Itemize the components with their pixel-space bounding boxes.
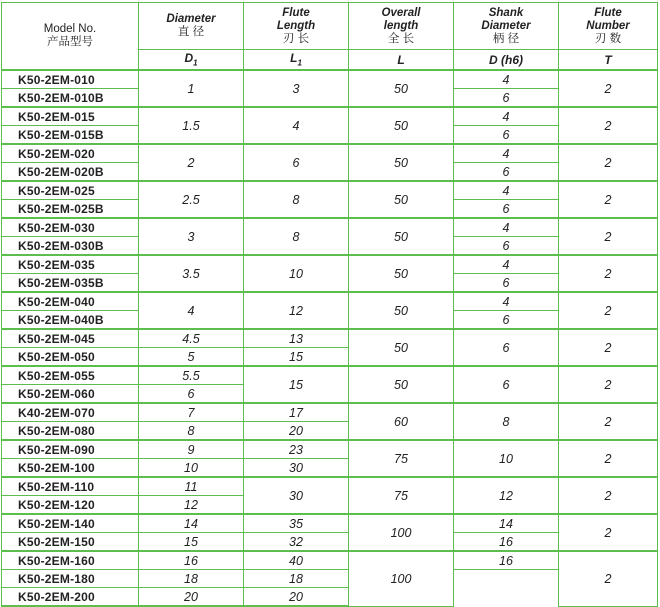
symbol-shank-diameter: D (h6) — [454, 50, 559, 71]
model-cell: K40-2EM-070 — [2, 403, 139, 422]
flute-length-cell: 17 — [244, 403, 349, 422]
header-overall-length-cn: 全 长 — [387, 32, 415, 45]
diameter-cell: 4.5 — [139, 329, 244, 348]
shank-diameter-cell: 6 — [454, 329, 559, 366]
model-cell: K50-2EM-060 — [2, 385, 139, 404]
header-row — [2, 3, 658, 50]
flute-number-cell: 2 — [559, 70, 658, 107]
flute-number-cell: 2 — [559, 218, 658, 255]
model-cell: K50-2EM-180 — [2, 570, 139, 588]
model-cell: K50-2EM-090 — [2, 440, 139, 459]
flute-length-cell: 8 — [244, 181, 349, 218]
header-overall-length — [349, 3, 454, 50]
shank-diameter-cell: 6 — [454, 311, 559, 330]
diameter-cell: 12 — [139, 496, 244, 515]
header-diameter-cn: 直 径 — [177, 26, 205, 38]
table-row — [2, 551, 658, 570]
table-row — [2, 440, 658, 459]
header-shank-diameter-en1: Shank — [488, 6, 524, 19]
flute-length-cell: 23 — [244, 440, 349, 459]
flute-length-cell: 6 — [244, 144, 349, 181]
diameter-cell: 6 — [139, 385, 244, 404]
shank-diameter-cell: 4 — [454, 292, 559, 311]
diameter-cell: 5 — [139, 348, 244, 367]
shank-diameter-cell: 10 — [454, 440, 559, 477]
overall-length-cell: 50 — [349, 366, 454, 403]
shank-diameter-cell: 16 — [454, 533, 559, 552]
diameter-cell: 10 — [139, 459, 244, 478]
shank-diameter-cell: 6 — [454, 89, 559, 108]
overall-length-cell: 50 — [349, 292, 454, 329]
flute-number-cell: 2 — [559, 477, 658, 514]
shank-diameter-cell: 4 — [454, 255, 559, 274]
header-flute-length-cn: 刃 长 — [282, 32, 310, 45]
model-cell: K50-2EM-040 — [2, 292, 139, 311]
flute-length-cell: 20 — [244, 422, 349, 441]
overall-length-cell: 50 — [349, 144, 454, 181]
diameter-cell: 15 — [139, 533, 244, 552]
table-body — [2, 70, 658, 606]
flute-number-cell: 2 — [559, 144, 658, 181]
symbol-diameter: $D_1$ — [139, 50, 244, 71]
overall-length-cell: 60 — [349, 403, 454, 440]
model-cell: K50-2EM-120 — [2, 496, 139, 515]
symbol-flute-number: T — [559, 50, 658, 71]
flute-length-cell: 8 — [244, 218, 349, 255]
flute-length-cell: 15 — [244, 348, 349, 367]
flute-length-cell: 12 — [244, 292, 349, 329]
shank-diameter-cell: 16 — [454, 551, 559, 570]
overall-length-cell: 50 — [349, 329, 454, 366]
flute-number-cell: 2 — [559, 292, 658, 329]
shank-diameter-cell: 4 — [454, 144, 559, 163]
flute-number-cell: 2 — [559, 255, 658, 292]
diameter-cell: 1 — [139, 70, 244, 107]
model-cell: K50-2EM-080 — [2, 422, 139, 441]
header-shank-diameter-en2: Diameter — [481, 19, 531, 32]
overall-length-cell: 50 — [349, 107, 454, 144]
header-shank-diameter — [454, 3, 559, 50]
flute-length-cell: 10 — [244, 255, 349, 292]
model-cell: K50-2EM-045 — [2, 329, 139, 348]
diameter-cell: 3.5 — [139, 255, 244, 292]
table-row — [2, 329, 658, 348]
header-model-cn: 产品型号 — [47, 36, 93, 48]
diameter-cell: 1.5 — [139, 107, 244, 144]
header-flute-number-en2: Number — [586, 19, 630, 32]
flute-length-cell: 4 — [244, 107, 349, 144]
diameter-cell: 7 — [139, 403, 244, 422]
model-cell: K50-2EM-200 — [2, 588, 139, 607]
diameter-cell: 16 — [139, 551, 244, 570]
shank-diameter-cell: 4 — [454, 107, 559, 126]
flute-length-cell: 32 — [244, 533, 349, 552]
flute-length-cell: 40 — [244, 551, 349, 570]
diameter-cell: 3 — [139, 218, 244, 255]
table-row — [2, 255, 658, 274]
table-row — [2, 144, 658, 163]
header-diameter — [139, 3, 244, 50]
flute-number-cell: 2 — [559, 107, 658, 144]
model-cell: K50-2EM-030B — [2, 237, 139, 256]
shank-diameter-cell: 6 — [454, 366, 559, 403]
flute-length-cell: 30 — [244, 477, 349, 514]
model-cell: K50-2EM-140 — [2, 514, 139, 533]
table-row — [2, 403, 658, 422]
model-cell: K50-2EM-020B — [2, 163, 139, 182]
flute-number-cell: 2 — [559, 551, 658, 606]
header-model-en: Model No. — [43, 23, 97, 35]
table-row — [2, 218, 658, 237]
flute-length-cell: 13 — [244, 329, 349, 348]
model-cell: K50-2EM-010B — [2, 89, 139, 108]
flute-number-cell: 2 — [559, 440, 658, 477]
table-row — [2, 514, 658, 533]
model-cell: K50-2EM-035 — [2, 255, 139, 274]
table-row — [2, 366, 658, 385]
overall-length-cell: 50 — [349, 70, 454, 107]
model-cell: K50-2EM-010 — [2, 70, 139, 89]
flute-length-cell: 3 — [244, 70, 349, 107]
model-cell: K50-2EM-100 — [2, 459, 139, 478]
shank-diameter-cell: 6 — [454, 163, 559, 182]
model-cell: K50-2EM-160 — [2, 551, 139, 570]
table-row — [2, 181, 658, 200]
model-cell: K50-2EM-020 — [2, 144, 139, 163]
model-cell: K50-2EM-040B — [2, 311, 139, 330]
model-cell: K50-2EM-015B — [2, 126, 139, 145]
symbol-flute-length: $L_1$ — [244, 50, 349, 71]
header-flute-number-en1: Flute — [594, 6, 622, 19]
overall-length-cell: 50 — [349, 255, 454, 292]
flute-number-cell: 2 — [559, 329, 658, 366]
header-flute-length — [244, 3, 349, 50]
overall-length-cell: 100 — [349, 551, 454, 606]
table-row — [2, 107, 658, 126]
diameter-cell: 18 — [139, 570, 244, 588]
end-mill-spec-table — [1, 2, 658, 607]
overall-length-cell: 75 — [349, 440, 454, 477]
diameter-cell: 8 — [139, 422, 244, 441]
header-flute-length-en1: Flute — [282, 6, 310, 19]
header-shank-diameter-cn: 柄 径 — [492, 32, 520, 45]
diameter-cell: 2.5 — [139, 181, 244, 218]
header-overall-length-en1: Overall — [381, 6, 421, 19]
diameter-cell: 20 — [139, 588, 244, 607]
flute-number-cell: 2 — [559, 181, 658, 218]
model-cell: K50-2EM-015 — [2, 107, 139, 126]
shank-diameter-cell: 6 — [454, 126, 559, 145]
flute-number-cell: 2 — [559, 514, 658, 551]
flute-number-cell: 2 — [559, 403, 658, 440]
header-flute-number-cn: 刃 数 — [594, 32, 622, 45]
model-cell: K50-2EM-035B — [2, 274, 139, 293]
overall-length-cell: 50 — [349, 181, 454, 218]
table-row — [2, 477, 658, 496]
overall-length-cell: 75 — [349, 477, 454, 514]
table-row — [2, 70, 658, 89]
table-row — [2, 292, 658, 311]
model-cell: K50-2EM-150 — [2, 533, 139, 552]
model-cell: K50-2EM-025 — [2, 181, 139, 200]
model-cell: K50-2EM-050 — [2, 348, 139, 367]
shank-diameter-cell: 6 — [454, 200, 559, 219]
shank-diameter-cell: 4 — [454, 181, 559, 200]
diameter-cell: 11 — [139, 477, 244, 496]
diameter-cell: 14 — [139, 514, 244, 533]
shank-diameter-cell: 12 — [454, 477, 559, 514]
flute-length-cell: 35 — [244, 514, 349, 533]
overall-length-cell: 50 — [349, 218, 454, 255]
symbol-overall-length: L — [349, 50, 454, 71]
shank-diameter-cell: 14 — [454, 514, 559, 533]
header-diameter-en: Diameter — [166, 13, 216, 25]
shank-diameter-cell: 4 — [454, 218, 559, 237]
model-cell: K50-2EM-055 — [2, 366, 139, 385]
header-flute-number — [559, 3, 658, 50]
shank-diameter-cell: 8 — [454, 403, 559, 440]
diameter-cell: 4 — [139, 292, 244, 329]
flute-number-cell: 2 — [559, 366, 658, 403]
shank-diameter-cell: 6 — [454, 274, 559, 293]
shank-diameter-cell: 6 — [454, 237, 559, 256]
model-cell: K50-2EM-030 — [2, 218, 139, 237]
header-flute-length-en2: Length — [276, 19, 316, 32]
header-model — [2, 3, 139, 71]
shank-diameter-cell: 4 — [454, 70, 559, 89]
diameter-cell: 5.5 — [139, 366, 244, 385]
diameter-cell: 2 — [139, 144, 244, 181]
model-cell: K50-2EM-110 — [2, 477, 139, 496]
flute-length-cell: 15 — [244, 366, 349, 403]
diameter-cell: 9 — [139, 440, 244, 459]
model-cell: K50-2EM-025B — [2, 200, 139, 219]
shank-diameter-cell: 20 — [244, 588, 349, 607]
flute-length-cell: 30 — [244, 459, 349, 478]
shank-diameter-cell: 18 — [244, 570, 349, 588]
overall-length-cell: 100 — [349, 514, 454, 551]
header-overall-length-en2: length — [383, 19, 419, 32]
